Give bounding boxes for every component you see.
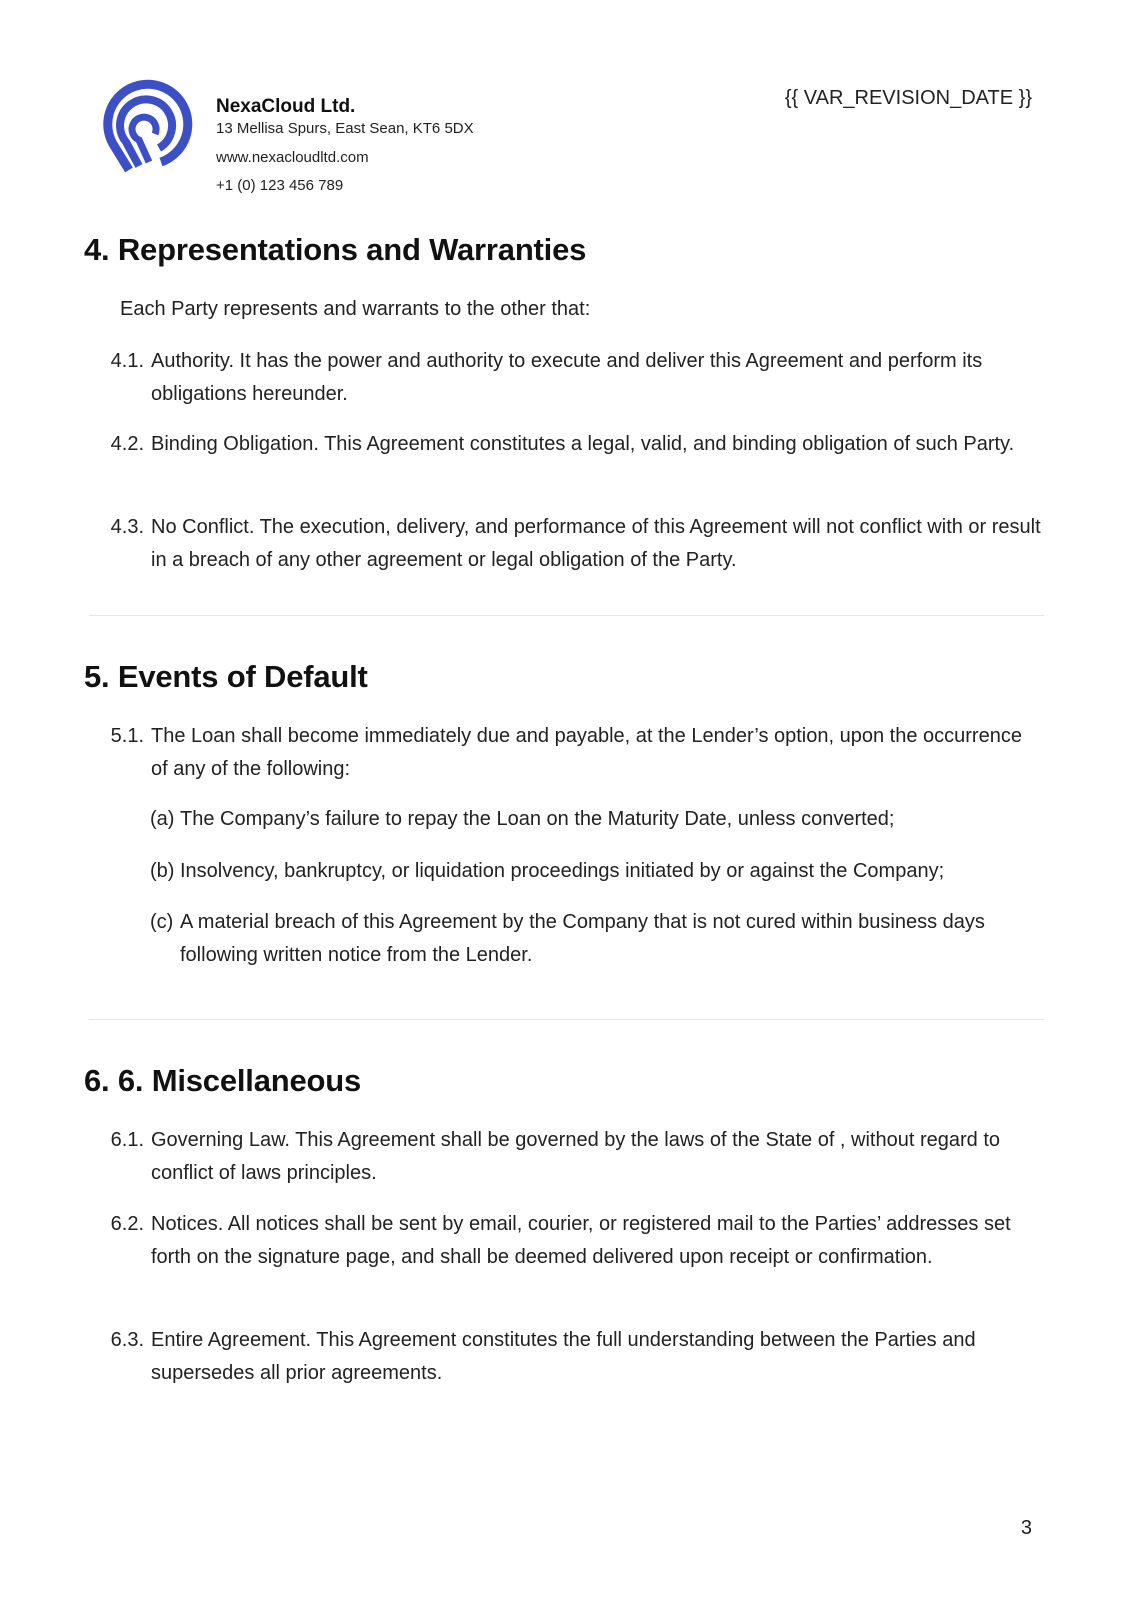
company-logo-icon xyxy=(99,78,193,178)
clause-text: Authority. It has the power and authority to execute and deliver this Agreement and perform its obligations hereunder. xyxy=(151,350,983,405)
subclause-letter: (b) xyxy=(150,860,175,882)
subclause-c xyxy=(150,906,1030,972)
clause-text: Binding Obligation. This Agreement constitutes a legal, valid, and binding obligation of such Party. xyxy=(151,433,1015,455)
subclause-text: A material breach of this Agreement by the Company that is not cured within business days following written notice from the Lender. xyxy=(180,911,985,966)
clause-4-2 xyxy=(104,428,1044,461)
subclause-text: Insolvency, bankruptcy, or liquidation proceedings initiated by or against the Company; xyxy=(180,860,945,882)
subclause-b xyxy=(150,855,1030,888)
subclause-letter: (a) xyxy=(150,808,175,830)
section-divider xyxy=(89,615,1044,616)
clause-text: No Conflict. The execution, delivery, and performance of this Agreement will not conflict with or result in a breach of any other agreement or legal obligation of the Party. xyxy=(151,516,1041,571)
section-divider xyxy=(89,1019,1044,1020)
company-website: www.nexacloudltd.com xyxy=(216,149,369,166)
company-phone: +1 (0) 123 456 789 xyxy=(216,177,344,194)
company-name: NexaCloud Ltd. xyxy=(216,96,356,117)
company-address: 13 Mellisa Spurs, East Sean, KT6 5DX xyxy=(216,120,474,137)
clause-6-3 xyxy=(104,1324,1044,1390)
clause-4-1 xyxy=(104,345,1044,411)
clause-number: 4.2. xyxy=(110,433,144,455)
subclause-letter: (c) xyxy=(150,911,174,933)
clause-number: 6.2. xyxy=(110,1213,144,1235)
clause-text: The Loan shall become immediately due and payable, at the Lender’s option, upon the occurrence of any of the following: xyxy=(151,725,1022,780)
subclause-text: The Company’s failure to repay the Loan on the Maturity Date, unless converted; xyxy=(180,808,895,830)
clause-6-1 xyxy=(104,1124,1044,1190)
section-4-heading: 4. Representations and Warranties xyxy=(84,232,587,267)
clause-number: 6.1. xyxy=(110,1129,144,1151)
page-number: 3 xyxy=(1020,1517,1032,1539)
revision-date: {{ VAR_REVISION_DATE }} xyxy=(784,87,1032,109)
clause-text: Governing Law. This Agreement shall be governed by the laws of the State of , without regard to conflict of laws principles. xyxy=(151,1129,1001,1184)
clause-6-2 xyxy=(104,1208,1044,1274)
section-5-heading: 5. Events of Default xyxy=(84,659,368,694)
clause-number: 4.1. xyxy=(110,350,144,372)
section-4-intro: Each Party represents and warrants to the other that: xyxy=(120,298,591,320)
clause-number: 6.3. xyxy=(110,1329,144,1351)
clause-text: Entire Agreement. This Agreement constitutes the full understanding between the Parties and supersedes all prior agreements. xyxy=(151,1329,976,1384)
company-info xyxy=(216,95,474,196)
section-6-heading: 6. 6. Miscellaneous xyxy=(84,1063,362,1098)
clause-4-3 xyxy=(104,511,1044,577)
clause-5-1 xyxy=(104,720,1044,786)
clause-number: 5.1. xyxy=(110,725,144,747)
clause-number: 4.3. xyxy=(110,516,144,538)
subclause-a xyxy=(150,803,1030,836)
clause-text: Notices. All notices shall be sent by email, courier, or registered mail to the Parties’ addresses set forth on the signature page, and shall be deemed delivered upon receipt or confirmation. xyxy=(151,1213,1011,1268)
